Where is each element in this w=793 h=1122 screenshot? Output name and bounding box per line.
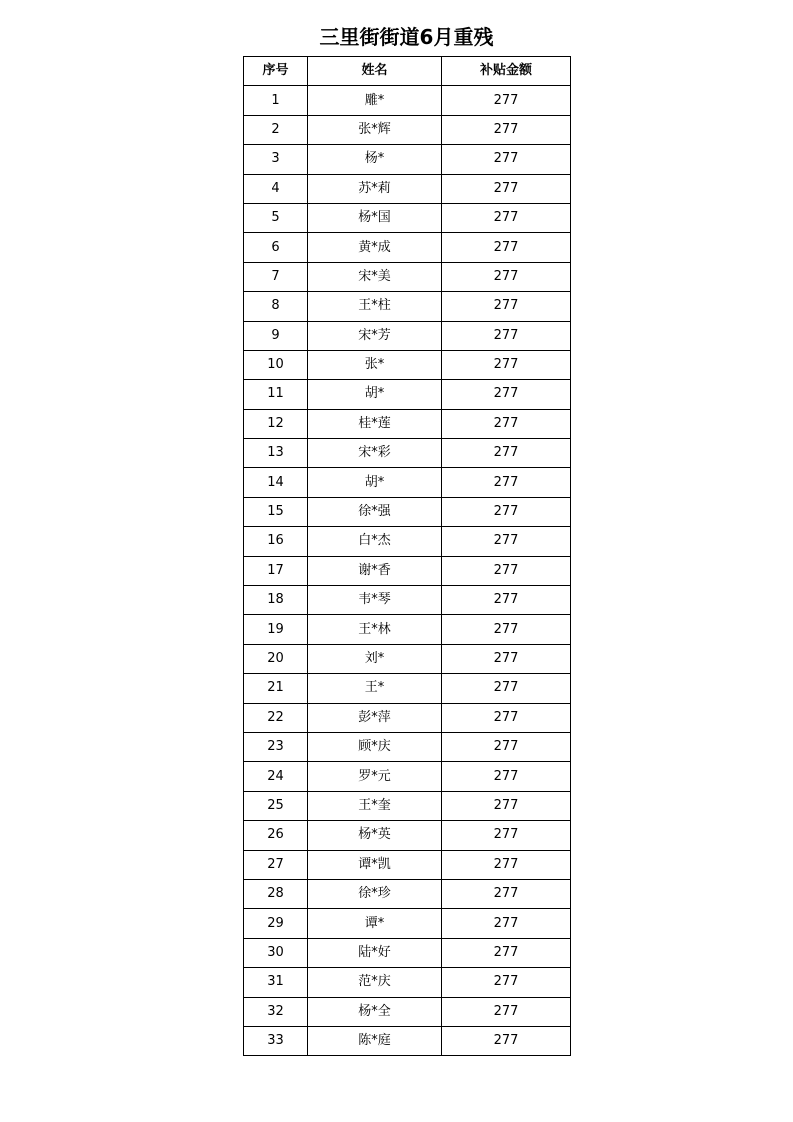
table-row [244, 115, 571, 144]
cell-index: 23 [244, 732, 308, 761]
cell-index: 16 [244, 527, 308, 556]
cell-name: 罗*元 [308, 762, 442, 791]
cell-amount: 277 [442, 233, 571, 262]
cell-index: 31 [244, 968, 308, 997]
cell-name: 杨*国 [308, 203, 442, 232]
column-header-name: 姓名 [308, 57, 442, 86]
cell-index: 19 [244, 615, 308, 644]
table-row [244, 380, 571, 409]
table-row [244, 409, 571, 438]
cell-name: 谭* [308, 909, 442, 938]
cell-index: 32 [244, 997, 308, 1026]
table-row [244, 762, 571, 791]
cell-amount: 277 [442, 115, 571, 144]
cell-index: 3 [244, 145, 308, 174]
cell-name: 顾*庆 [308, 732, 442, 761]
cell-name: 宋*美 [308, 262, 442, 291]
cell-index: 20 [244, 644, 308, 673]
cell-amount: 277 [442, 203, 571, 232]
cell-index: 25 [244, 791, 308, 820]
column-header-index: 序号 [244, 57, 308, 86]
cell-name: 范*庆 [308, 968, 442, 997]
cell-amount: 277 [442, 292, 571, 321]
table-row [244, 350, 571, 379]
table-row [244, 732, 571, 761]
cell-name: 陆*好 [308, 938, 442, 967]
column-header-amount: 补贴金额 [442, 57, 571, 86]
cell-index: 17 [244, 556, 308, 585]
table-header-row [244, 57, 571, 86]
cell-index: 26 [244, 821, 308, 850]
cell-index: 10 [244, 350, 308, 379]
cell-amount: 277 [442, 86, 571, 115]
cell-name: 胡* [308, 380, 442, 409]
cell-amount: 277 [442, 556, 571, 585]
cell-index: 33 [244, 1026, 308, 1055]
cell-index: 9 [244, 321, 308, 350]
cell-amount: 277 [442, 174, 571, 203]
cell-name: 陈*庭 [308, 1026, 442, 1055]
table-row [244, 879, 571, 908]
cell-amount: 277 [442, 380, 571, 409]
cell-name: 白*杰 [308, 527, 442, 556]
cell-name: 雕* [308, 86, 442, 115]
cell-amount: 277 [442, 997, 571, 1026]
cell-name: 杨*全 [308, 997, 442, 1026]
cell-index: 28 [244, 879, 308, 908]
table-row [244, 145, 571, 174]
table-row [244, 292, 571, 321]
cell-name: 宋*芳 [308, 321, 442, 350]
table-row [244, 968, 571, 997]
cell-amount: 277 [442, 821, 571, 850]
table-row [244, 203, 571, 232]
cell-name: 苏*莉 [308, 174, 442, 203]
cell-amount: 277 [442, 762, 571, 791]
table-row [244, 1026, 571, 1055]
cell-amount: 277 [442, 732, 571, 761]
cell-index: 21 [244, 674, 308, 703]
cell-index: 1 [244, 86, 308, 115]
table-row [244, 909, 571, 938]
cell-name: 刘* [308, 644, 442, 673]
cell-amount: 277 [442, 674, 571, 703]
cell-name: 谭*凯 [308, 850, 442, 879]
cell-name: 王*林 [308, 615, 442, 644]
cell-name: 彭*萍 [308, 703, 442, 732]
cell-amount: 277 [442, 145, 571, 174]
cell-name: 张* [308, 350, 442, 379]
cell-amount: 277 [442, 321, 571, 350]
cell-amount: 277 [442, 409, 571, 438]
table-row [244, 703, 571, 732]
cell-name: 杨*英 [308, 821, 442, 850]
table-row [244, 86, 571, 115]
cell-amount: 277 [442, 968, 571, 997]
cell-amount: 277 [442, 468, 571, 497]
table-row [244, 674, 571, 703]
table-row [244, 262, 571, 291]
table-row [244, 233, 571, 262]
table-body [244, 86, 571, 1056]
table-row [244, 468, 571, 497]
cell-amount: 277 [442, 350, 571, 379]
table-row [244, 174, 571, 203]
cell-index: 30 [244, 938, 308, 967]
cell-index: 11 [244, 380, 308, 409]
cell-amount: 277 [442, 644, 571, 673]
table-row [244, 938, 571, 967]
table-row [244, 439, 571, 468]
table-row [244, 821, 571, 850]
table-row [244, 321, 571, 350]
cell-amount: 277 [442, 1026, 571, 1055]
cell-name: 黄*成 [308, 233, 442, 262]
table-row [244, 644, 571, 673]
cell-name: 王*柱 [308, 292, 442, 321]
cell-amount: 277 [442, 527, 571, 556]
cell-index: 27 [244, 850, 308, 879]
table-row [244, 497, 571, 526]
cell-index: 2 [244, 115, 308, 144]
cell-amount: 277 [442, 586, 571, 615]
cell-index: 29 [244, 909, 308, 938]
cell-amount: 277 [442, 791, 571, 820]
table-row [244, 556, 571, 585]
cell-amount: 277 [442, 497, 571, 526]
cell-name: 谢*香 [308, 556, 442, 585]
cell-amount: 277 [442, 262, 571, 291]
cell-index: 7 [244, 262, 308, 291]
cell-index: 24 [244, 762, 308, 791]
cell-amount: 277 [442, 879, 571, 908]
cell-index: 5 [244, 203, 308, 232]
cell-name: 张*辉 [308, 115, 442, 144]
cell-name: 宋*彩 [308, 439, 442, 468]
cell-index: 14 [244, 468, 308, 497]
cell-index: 12 [244, 409, 308, 438]
cell-index: 4 [244, 174, 308, 203]
table-row [244, 586, 571, 615]
cell-name: 桂*莲 [308, 409, 442, 438]
cell-amount: 277 [442, 615, 571, 644]
table-row [244, 615, 571, 644]
cell-name: 胡* [308, 468, 442, 497]
cell-amount: 277 [442, 938, 571, 967]
cell-index: 8 [244, 292, 308, 321]
table-row [244, 791, 571, 820]
cell-index: 18 [244, 586, 308, 615]
cell-index: 13 [244, 439, 308, 468]
cell-index: 22 [244, 703, 308, 732]
cell-amount: 277 [442, 909, 571, 938]
subsidy-table [243, 56, 571, 1056]
cell-index: 6 [244, 233, 308, 262]
cell-name: 杨* [308, 145, 442, 174]
table-row [244, 850, 571, 879]
cell-name: 韦*琴 [308, 586, 442, 615]
cell-index: 15 [244, 497, 308, 526]
cell-amount: 277 [442, 703, 571, 732]
table-row [244, 997, 571, 1026]
cell-name: 王* [308, 674, 442, 703]
cell-name: 徐*强 [308, 497, 442, 526]
page-title: 三里街街道6月重残 [319, 25, 494, 49]
cell-name: 徐*珍 [308, 879, 442, 908]
cell-amount: 277 [442, 439, 571, 468]
table-row [244, 527, 571, 556]
cell-name: 王*奎 [308, 791, 442, 820]
cell-amount: 277 [442, 850, 571, 879]
